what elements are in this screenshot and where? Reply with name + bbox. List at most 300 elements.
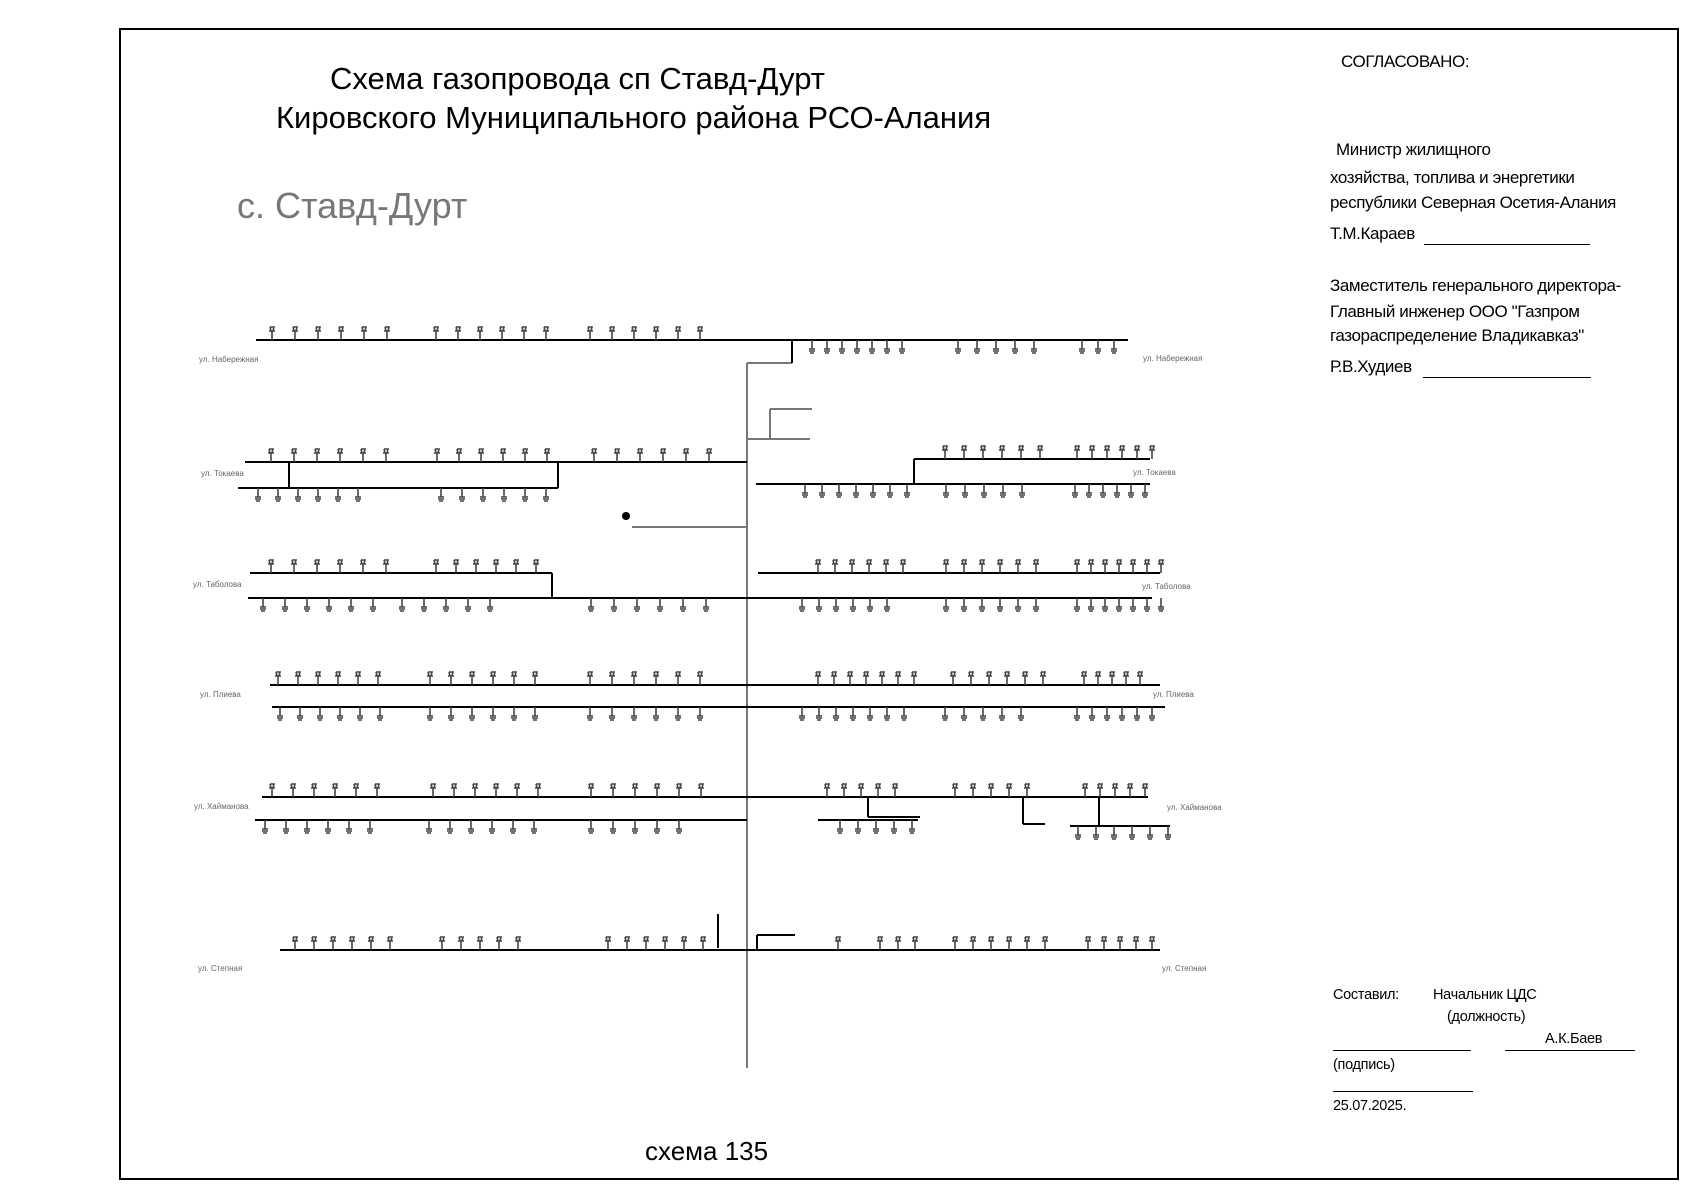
consumer-connection-icon: [1119, 707, 1125, 720]
consumer-connection-icon: [1040, 672, 1046, 685]
village-label: с. Ставд-Дурт: [237, 185, 468, 226]
consumer-connection-icon: [330, 937, 336, 950]
consumer-connection-icon: [292, 937, 298, 950]
consumer-connection-icon: [942, 707, 948, 720]
consumer-connection-icon: [295, 488, 301, 501]
consumer-connection-icon: [349, 937, 355, 950]
consumer-connection-icon: [1006, 937, 1012, 950]
consumer-connection-icon: [430, 784, 436, 797]
consumer-connection-icon: [884, 707, 890, 720]
consumer-connection-icon: [706, 449, 712, 462]
consumer-connection-icon: [451, 784, 457, 797]
consumer-connection-icon: [904, 484, 910, 497]
consumer-connection-icon: [961, 446, 967, 459]
street-label-tabolova-left: ул. Таболова: [193, 580, 242, 589]
consumer-connection-icon: [1147, 826, 1153, 839]
consumer-connection-icon: [624, 937, 630, 950]
consumer-connection-icon: [676, 784, 682, 797]
consumer-connection-icon: [867, 707, 873, 720]
consumer-connection-icon: [357, 707, 363, 720]
consumer-connection-icon: [295, 672, 301, 685]
consumer-connection-icon: [496, 937, 502, 950]
consumer-connection-icon: [469, 707, 475, 720]
consumer-connection-icon: [863, 672, 869, 685]
consumer-connection-icon: [950, 672, 956, 685]
consumer-connection-icon: [653, 707, 659, 720]
consumer-connection-icon: [465, 598, 471, 611]
consumer-connection-icon: [653, 672, 659, 685]
consumer-connection-icon: [836, 484, 842, 497]
consumer-connection-icon: [501, 488, 507, 501]
consumer-connection-icon: [262, 820, 268, 833]
consumer-connection-icon: [986, 672, 992, 685]
consumer-connection-icon: [1082, 784, 1088, 797]
consumer-connection-icon: [1074, 560, 1080, 573]
consumer-connection-icon: [427, 707, 433, 720]
consumer-connection-icon: [1144, 598, 1150, 611]
consumer-connections: [255, 327, 1171, 950]
consumer-connection-icon: [858, 784, 864, 797]
consumer-connection-icon: [314, 560, 320, 573]
consumer-connection-icon: [591, 449, 597, 462]
consumer-connection-icon: [291, 449, 297, 462]
consumer-connection-icon: [999, 446, 1005, 459]
consumer-connection-icon: [367, 820, 373, 833]
consumer-connection-icon: [1033, 560, 1039, 573]
consumer-connection-icon: [426, 820, 432, 833]
street-label-stepnaya-right: ул. Степная: [1162, 964, 1207, 973]
consumer-connection-icon: [683, 449, 689, 462]
consumer-connection-icon: [421, 598, 427, 611]
consumer-connection-icon: [952, 784, 958, 797]
consumer-connection-icon: [997, 560, 1003, 573]
consumer-connection-icon: [438, 488, 444, 501]
consumer-connection-icon: [1022, 672, 1028, 685]
consumer-connection-icon: [974, 340, 980, 353]
consumer-connection-icon: [700, 937, 706, 950]
consumer-connection-icon: [448, 707, 454, 720]
consumer-connection-icon: [543, 327, 549, 340]
consumer-connection-icon: [1031, 340, 1037, 353]
consumer-connection-icon: [433, 327, 439, 340]
consumer-connection-icon: [459, 488, 465, 501]
consumer-connection-icon: [292, 327, 298, 340]
consumer-connection-icon: [653, 327, 659, 340]
consumer-connection-icon: [839, 340, 845, 353]
street-label-naberezhnaya-left: ул. Набережная: [199, 355, 259, 364]
consumer-connection-icon: [816, 598, 822, 611]
consumer-connection-icon: [1112, 784, 1118, 797]
consumer-connection-icon: [511, 672, 517, 685]
consumer-connection-icon: [899, 340, 905, 353]
consumer-connection-icon: [1024, 784, 1030, 797]
consumer-connection-icon: [1100, 484, 1106, 497]
deputy-title-3: газораспределение Владикавказ": [1330, 326, 1584, 345]
consumer-connection-icon: [632, 784, 638, 797]
consumer-connection-icon: [853, 484, 859, 497]
consumer-connection-icon: [1142, 784, 1148, 797]
consumer-connection-icon: [439, 937, 445, 950]
consumer-connection-icon: [260, 598, 266, 611]
consumer-connection-icon: [1006, 784, 1012, 797]
consumer-connection-icon: [1089, 707, 1095, 720]
consumer-connection-icon: [631, 672, 637, 685]
consumer-connection-icon: [1074, 707, 1080, 720]
consumer-connection-icon: [337, 707, 343, 720]
consumer-connection-icon: [815, 672, 821, 685]
consumer-connection-icon: [268, 449, 274, 462]
schema-number: схема 135: [645, 1136, 769, 1166]
consumer-connection-icon: [297, 707, 303, 720]
consumer-connection-icon: [283, 820, 289, 833]
consumer-connection-icon: [988, 784, 994, 797]
consumer-connection-icon: [304, 820, 310, 833]
consumer-connection-icon: [660, 449, 666, 462]
compiled-label: Составил:: [1333, 987, 1399, 1003]
consumer-connection-icon: [895, 672, 901, 685]
consumer-connection-icon: [610, 784, 616, 797]
consumer-connection-icon: [698, 784, 704, 797]
consumer-connection-icon: [609, 327, 615, 340]
consumer-connection-icon: [531, 820, 537, 833]
consumer-connection-icon: [291, 560, 297, 573]
compiled-date: 25.07.2025.: [1333, 1098, 1407, 1114]
consumer-connection-icon: [493, 560, 499, 573]
consumer-connection-icon: [370, 598, 376, 611]
consumer-connection-icon: [387, 937, 393, 950]
consumer-connection-icon: [824, 340, 830, 353]
minister-title-3: республики Северная Осетия-Алания: [1330, 193, 1616, 212]
consumer-connection-icon: [268, 560, 274, 573]
consumer-connection-icon: [654, 820, 660, 833]
consumer-connection-icon: [631, 327, 637, 340]
consumer-connection-icon: [816, 707, 822, 720]
consumer-connection-icon: [535, 784, 541, 797]
consumer-connection-icon: [1079, 340, 1085, 353]
consumer-connection-icon: [532, 672, 538, 685]
consumer-connection-icon: [275, 488, 281, 501]
consumer-connection-icon: [346, 820, 352, 833]
consumer-connection-icon: [1075, 826, 1081, 839]
consumer-connection-icon: [499, 327, 505, 340]
consumer-connection-icon: [866, 560, 872, 573]
consumer-connection-icon: [544, 449, 550, 462]
consumer-connection-icon: [338, 327, 344, 340]
consumer-connection-icon: [891, 820, 897, 833]
consumer-connection-icon: [487, 598, 493, 611]
consumer-connection-icon: [841, 784, 847, 797]
consumer-connection-icon: [637, 449, 643, 462]
consumer-connection-icon: [955, 340, 961, 353]
consumer-connection-icon: [304, 598, 310, 611]
consumer-connection-icon: [847, 672, 853, 685]
consumer-connection-icon: [867, 598, 873, 611]
consumer-connection-icon: [1074, 598, 1080, 611]
consumer-connection-icon: [335, 672, 341, 685]
minister-name: Т.М.Караев: [1330, 224, 1415, 243]
consumer-connection-icon: [1093, 826, 1099, 839]
consumer-connection-icon: [1116, 598, 1122, 611]
street-label-stepnaya-left: ул. Степная: [198, 964, 243, 973]
consumer-connection-icon: [979, 560, 985, 573]
consumer-connection-icon: [662, 937, 668, 950]
consumer-connection-icon: [943, 484, 949, 497]
consumer-connection-icon: [477, 937, 483, 950]
minister-title-2: хозяйства, топлива и энергетики: [1330, 168, 1575, 187]
consumer-connection-icon: [832, 560, 838, 573]
consumer-connection-icon: [353, 784, 359, 797]
consumer-connection-icon: [447, 820, 453, 833]
consumer-connection-icon: [337, 449, 343, 462]
consumer-connection-icon: [335, 488, 341, 501]
consumer-connection-icon: [1085, 937, 1091, 950]
consumer-connection-icon: [1111, 826, 1117, 839]
consumer-connection-icon: [1081, 672, 1087, 685]
consumer-connection-icon: [1102, 598, 1108, 611]
consumer-connection-icon: [1024, 937, 1030, 950]
pipe-network: [238, 340, 1170, 1068]
consumer-connection-icon: [676, 820, 682, 833]
consumer-connection-icon: [311, 784, 317, 797]
consumer-connection-icon: [456, 449, 462, 462]
consumer-connection-icon: [837, 820, 843, 833]
consumer-connection-icon: [981, 484, 987, 497]
consumer-connection-icon: [326, 598, 332, 611]
consumer-connection-icon: [1128, 484, 1134, 497]
consumer-connection-icon: [611, 598, 617, 611]
consumer-connection-icon: [1123, 672, 1129, 685]
consumer-connection-icon: [477, 327, 483, 340]
consumer-connection-icon: [1114, 484, 1120, 497]
consumer-connection-icon: [500, 449, 506, 462]
consumer-connection-icon: [1000, 484, 1006, 497]
consumer-connection-icon: [490, 672, 496, 685]
consumer-connection-icon: [831, 672, 837, 685]
consumer-connection-icon: [631, 707, 637, 720]
consumer-connection-icon: [1104, 446, 1110, 459]
consumer-connection-icon: [1018, 446, 1024, 459]
consumer-connection-icon: [961, 560, 967, 573]
consumer-connection-icon: [909, 820, 915, 833]
consumer-connection-icon: [999, 707, 1005, 720]
consumer-connection-icon: [533, 560, 539, 573]
consumer-connection-icon: [993, 340, 999, 353]
consumer-connection-icon: [1015, 598, 1021, 611]
consumer-connection-icon: [587, 672, 593, 685]
consumer-connection-icon: [1088, 560, 1094, 573]
consumer-connection-icon: [879, 672, 885, 685]
consumer-connection-icon: [632, 820, 638, 833]
consumer-connection-icon: [348, 598, 354, 611]
consumer-connection-icon: [1037, 446, 1043, 459]
position-caption: (должность): [1447, 1009, 1526, 1025]
consumer-connection-icon: [377, 707, 383, 720]
consumer-connection-icon: [942, 446, 948, 459]
consumer-connection-icon: [443, 598, 449, 611]
consumer-connection-icon: [970, 784, 976, 797]
street-label-tokaeva-right: ул. Токаева: [1133, 468, 1176, 477]
consumer-connection-icon: [895, 937, 901, 950]
consumer-connection-icon: [1134, 707, 1140, 720]
consumer-connection-icon: [952, 937, 958, 950]
consumer-connection-icon: [870, 484, 876, 497]
consumer-connection-icon: [1130, 560, 1136, 573]
consumer-connection-icon: [1072, 484, 1078, 497]
gas-regulator-icon: [622, 512, 630, 520]
street-label-pliev-right: ул. Плиева: [1153, 690, 1194, 699]
street-label-naberezhnaya-right: ул. Набережная: [1143, 354, 1203, 363]
consumer-connection-icon: [815, 560, 821, 573]
compiled-name: А.К.Баев: [1545, 1031, 1603, 1047]
consumer-connection-icon: [968, 672, 974, 685]
consumer-connection-icon: [961, 598, 967, 611]
consumer-connection-icon: [901, 707, 907, 720]
consumer-connection-icon: [884, 340, 890, 353]
consumer-connection-icon: [833, 598, 839, 611]
consumer-connection-icon: [875, 784, 881, 797]
consumer-connection-icon: [610, 820, 616, 833]
consumer-connection-icon: [1018, 707, 1024, 720]
minister-title-1: Министр жилищного: [1336, 140, 1491, 159]
consumer-connection-icon: [1101, 937, 1107, 950]
consumer-connection-icon: [480, 488, 486, 501]
consumer-connection-icon: [360, 560, 366, 573]
consumer-connection-icon: [1097, 784, 1103, 797]
consumer-connection-icon: [912, 937, 918, 950]
consumer-connection-icon: [361, 327, 367, 340]
consumer-connection-icon: [1165, 826, 1171, 839]
consumer-connection-icon: [1137, 672, 1143, 685]
consumer-connection-icon: [703, 598, 709, 611]
consumer-connection-icon: [290, 784, 296, 797]
consumer-connection-icon: [883, 560, 889, 573]
consumer-connection-icon: [510, 820, 516, 833]
consumer-connection-icon: [355, 488, 361, 501]
consumer-connection-icon: [1158, 598, 1164, 611]
consumer-connection-icon: [489, 820, 495, 833]
consumer-connection-icon: [399, 598, 405, 611]
consumer-connection-icon: [1033, 598, 1039, 611]
consumer-connection-icon: [900, 560, 906, 573]
consumer-connection-icon: [1142, 484, 1148, 497]
consumer-connection-icon: [315, 672, 321, 685]
street-label-pliev-left: ул. Плиева: [200, 690, 241, 699]
consumer-connection-icon: [892, 784, 898, 797]
consumer-connection-icon: [1117, 937, 1123, 950]
consumer-connection-icon: [809, 340, 815, 353]
consumer-connection-icon: [614, 449, 620, 462]
consumer-connection-icon: [675, 672, 681, 685]
consumer-connection-icon: [873, 820, 879, 833]
approval-heading: СОГЛАСОВАНО:: [1341, 52, 1470, 71]
consumer-connection-icon: [383, 560, 389, 573]
consumer-connection-icon: [588, 784, 594, 797]
consumer-connection-icon: [654, 784, 660, 797]
consumer-connection-icon: [855, 820, 861, 833]
consumer-connection-icon: [543, 488, 549, 501]
consumer-connection-icon: [1129, 826, 1135, 839]
consumer-connection-icon: [1104, 707, 1110, 720]
consumer-connection-icon: [360, 449, 366, 462]
consumer-connection-icon: [1127, 784, 1133, 797]
consumer-connection-icon: [697, 327, 703, 340]
deputy-name: Р.В.Худиев: [1330, 357, 1412, 376]
consumer-connection-icon: [434, 449, 440, 462]
signature-caption: (подпись): [1333, 1057, 1395, 1073]
deputy-title-1: Заместитель генерального директора-: [1330, 276, 1621, 295]
consumer-connection-icon: [1149, 446, 1155, 459]
consumer-connection-icon: [314, 449, 320, 462]
consumer-connection-icon: [1149, 937, 1155, 950]
consumer-connection-icon: [697, 672, 703, 685]
consumer-connection-icon: [315, 327, 321, 340]
consumer-connection-icon: [609, 672, 615, 685]
consumer-connection-icon: [521, 327, 527, 340]
consumer-connection-icon: [943, 560, 949, 573]
consumer-connection-icon: [269, 784, 275, 797]
consumer-connection-icon: [1116, 560, 1122, 573]
deputy-title-2: Главный инженер ООО "Газпром: [1330, 302, 1580, 321]
consumer-connection-icon: [311, 937, 317, 950]
consumer-connection-icon: [799, 598, 805, 611]
consumer-connection-icon: [472, 784, 478, 797]
consumer-connection-icon: [515, 937, 521, 950]
consumer-connection-icon: [368, 937, 374, 950]
street-label-khaimanova-left: ул. Хайманова: [194, 802, 249, 811]
consumer-connection-icon: [478, 449, 484, 462]
consumer-connection-icon: [681, 937, 687, 950]
consumer-connection-icon: [1004, 672, 1010, 685]
consumer-connection-icon: [680, 598, 686, 611]
consumer-connection-icon: [605, 937, 611, 950]
consumer-connection-icon: [1095, 672, 1101, 685]
consumer-connection-icon: [802, 484, 808, 497]
consumer-connection-icon: [697, 707, 703, 720]
consumer-connection-icon: [587, 327, 593, 340]
consumer-connection-icon: [522, 449, 528, 462]
consumer-connection-icon: [374, 784, 380, 797]
consumer-connection-icon: [493, 784, 499, 797]
consumer-connection-icon: [961, 707, 967, 720]
consumer-connection-icon: [943, 598, 949, 611]
consumer-connection-icon: [473, 560, 479, 573]
consumer-connection-icon: [1111, 340, 1117, 353]
consumer-connection-icon: [1158, 560, 1164, 573]
consumer-connection-icon: [458, 937, 464, 950]
consumer-connection-icon: [849, 560, 855, 573]
consumer-connection-icon: [1086, 484, 1092, 497]
consumer-connection-icon: [511, 707, 517, 720]
consumer-connection-icon: [325, 820, 331, 833]
consumer-connection-icon: [433, 560, 439, 573]
consumer-connection-icon: [980, 446, 986, 459]
consumer-connection-icon: [1015, 560, 1021, 573]
consumer-connection-icon: [877, 937, 883, 950]
consumer-connection-icon: [522, 488, 528, 501]
consumer-connection-icon: [1088, 598, 1094, 611]
consumer-connection-icon: [337, 560, 343, 573]
consumer-connection-icon: [657, 598, 663, 611]
consumer-connection-icon: [588, 820, 594, 833]
consumer-connection-icon: [979, 598, 985, 611]
consumer-connection-icon: [532, 707, 538, 720]
consumer-connection-icon: [282, 598, 288, 611]
consumer-connection-icon: [997, 598, 1003, 611]
consumer-connection-icon: [1042, 937, 1048, 950]
consumer-connection-icon: [643, 937, 649, 950]
consumer-connection-icon: [269, 327, 275, 340]
consumer-connection-icon: [275, 672, 281, 685]
